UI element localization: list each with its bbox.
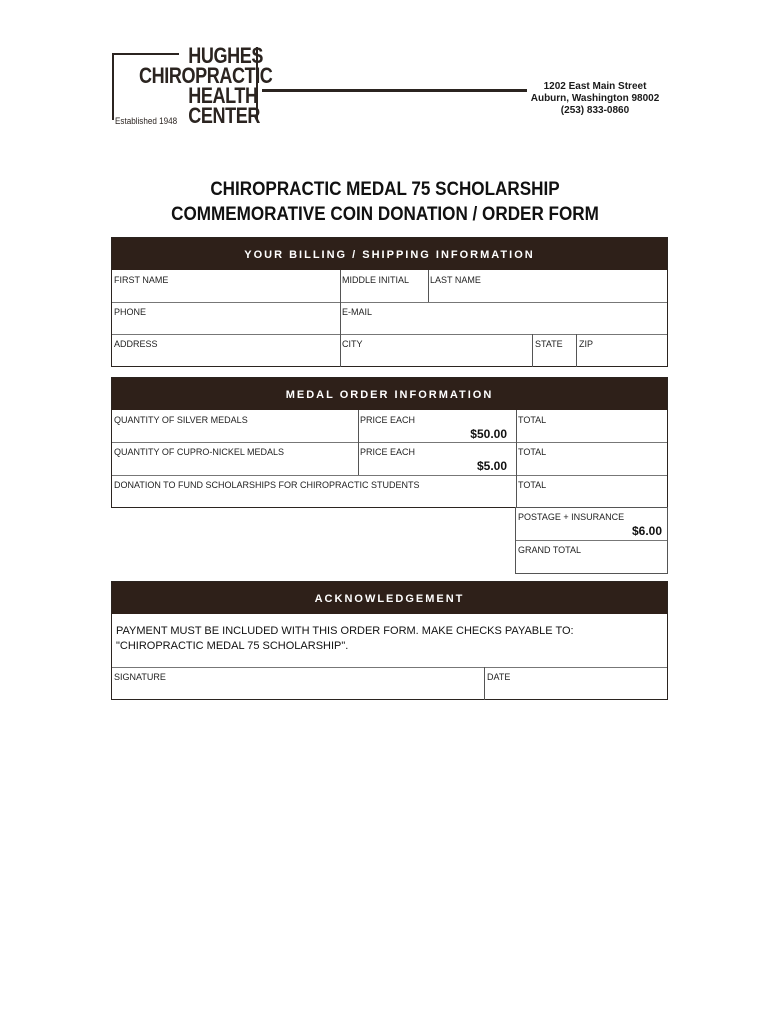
page-title xyxy=(129,177,642,227)
billing-col-divider xyxy=(532,334,533,367)
address-field[interactable]: ADDRESS xyxy=(114,339,158,349)
medal-table xyxy=(111,377,668,508)
address-phone: (253) 833-0860 xyxy=(560,105,630,116)
billing-col-divider xyxy=(340,334,341,367)
billing-row-divider-2 xyxy=(112,334,667,335)
clinic-address xyxy=(530,81,660,117)
city-field[interactable]: CITY xyxy=(342,339,363,349)
title-line-2: COMMEMORATIVE COIN DONATION / ORDER FORM xyxy=(171,204,599,225)
logo-line-center: CENTER xyxy=(188,103,260,128)
ack-line-1: PAYMENT MUST BE INCLUDED WITH THIS ORDER FORM. MAKE CHECKS PAYABLE TO: xyxy=(116,625,574,637)
logo-established: Established 1948 xyxy=(115,116,178,126)
postage-price-value: $6.00 xyxy=(631,524,662,538)
address-street: 1202 East Main Street xyxy=(543,81,647,92)
billing-col-divider xyxy=(576,334,577,367)
grand-total-field[interactable]: GRAND TOTAL xyxy=(518,545,582,555)
ack-section xyxy=(111,581,668,700)
zip-field[interactable]: ZIP xyxy=(579,339,594,349)
address-city: Auburn, Washington 98002 xyxy=(530,93,660,104)
ack-text xyxy=(116,624,574,654)
totals-box xyxy=(515,507,668,574)
silver-quantity-field[interactable]: QUANTITY OF SILVER MEDALS xyxy=(114,415,248,425)
first-name-field[interactable]: FIRST NAME xyxy=(114,275,169,285)
donation-total-field[interactable]: TOTAL xyxy=(518,480,547,490)
state-field[interactable]: STATE xyxy=(535,339,563,349)
ack-divider xyxy=(112,667,667,668)
billing-col-divider xyxy=(340,270,341,302)
cupro-quantity-field[interactable]: QUANTITY OF CUPRO-NICKEL MEDALS xyxy=(114,447,285,457)
cupro-price-value: $5.00 xyxy=(476,459,507,473)
billing-col-divider xyxy=(428,270,429,302)
billing-section xyxy=(111,237,668,367)
medal-row-divider-2 xyxy=(112,475,667,476)
totals-divider xyxy=(516,540,667,541)
email-field[interactable]: E-MAIL xyxy=(342,307,373,317)
title-line-1: CHIROPRACTIC MEDAL 75 SCHOLARSHIP xyxy=(210,179,560,200)
silver-price-label: PRICE EACH xyxy=(360,415,416,425)
billing-row-divider-1 xyxy=(112,302,667,303)
silver-total-field[interactable]: TOTAL xyxy=(518,415,547,425)
logo-line-health: HEALTH xyxy=(188,83,258,108)
middle-initial-field[interactable]: MIDDLE INITIAL xyxy=(342,275,410,285)
cupro-price-label: PRICE EACH xyxy=(360,447,416,457)
logo-line-hughes: HUGHES xyxy=(188,43,263,68)
date-field[interactable]: DATE xyxy=(487,672,511,682)
medal-col-divider xyxy=(516,410,517,508)
ack-col-divider xyxy=(484,667,485,700)
signature-field[interactable]: SIGNATURE xyxy=(114,672,166,682)
medal-header: MEDAL ORDER INFORMATION xyxy=(112,378,667,410)
ack-header: ACKNOWLEDGEMENT xyxy=(112,582,667,614)
billing-col-divider xyxy=(340,302,341,334)
logo-line-chiropractic: CHIROPRACTIC xyxy=(139,63,273,88)
header-rule xyxy=(262,89,527,92)
medal-row-divider-1 xyxy=(112,442,667,443)
medal-section xyxy=(111,377,668,574)
silver-price-value: $50.00 xyxy=(470,427,507,441)
medal-col-divider xyxy=(358,410,359,475)
ack-line-2: "CHIROPRACTIC MEDAL 75 SCHOLARSHIP". xyxy=(116,640,349,652)
billing-header: YOUR BILLING / SHIPPING INFORMATION xyxy=(112,238,667,270)
donation-field[interactable]: DONATION TO FUND SCHOLARSHIPS FOR CHIROPRACTIC STUDENTS xyxy=(114,480,420,490)
last-name-field[interactable]: LAST NAME xyxy=(430,275,481,285)
cupro-total-field[interactable]: TOTAL xyxy=(518,447,547,457)
postage-label: POSTAGE + INSURANCE xyxy=(518,512,625,522)
phone-field[interactable]: PHONE xyxy=(114,307,147,317)
